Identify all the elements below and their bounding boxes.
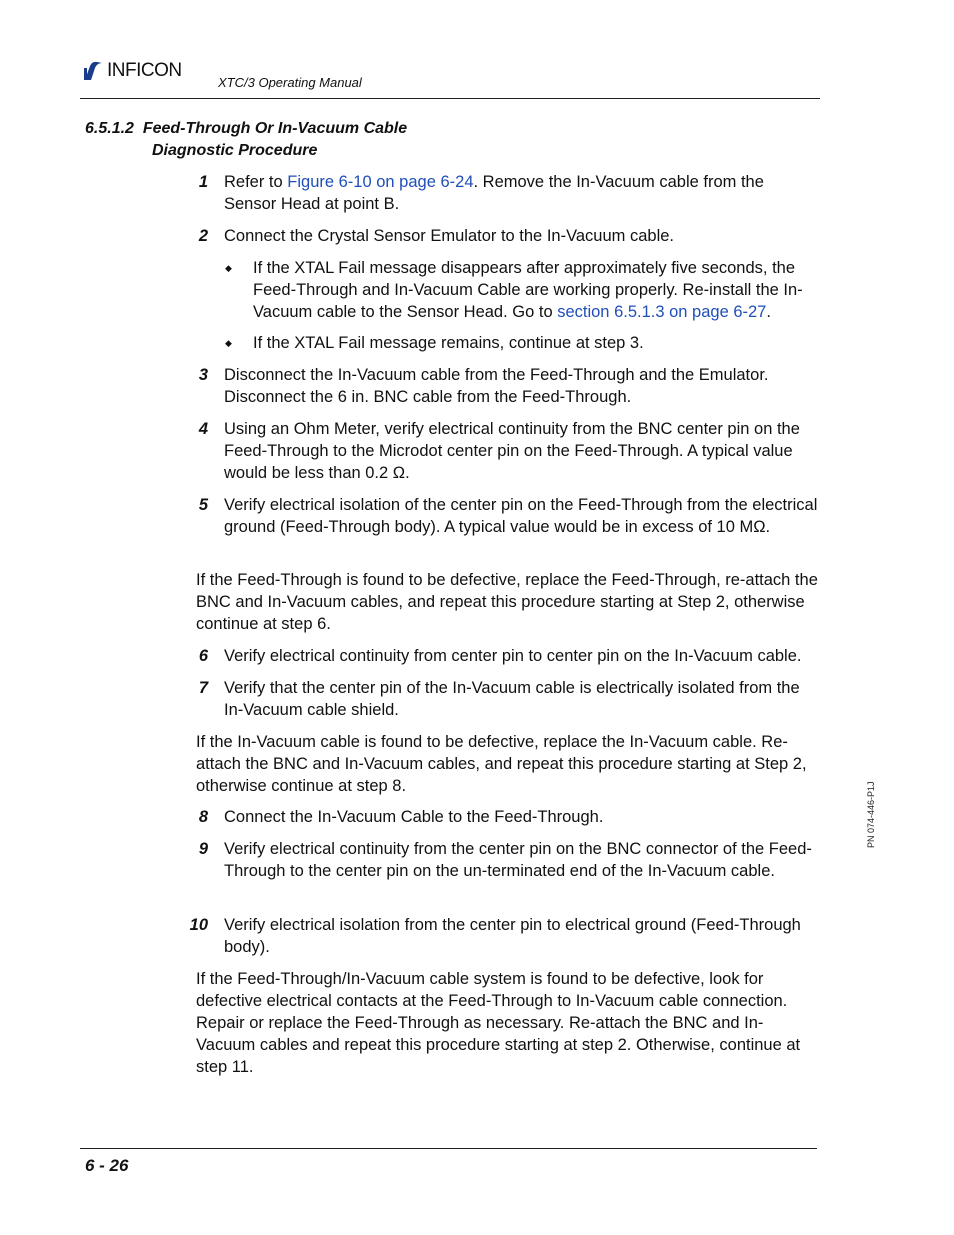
step-text: Connect the Crystal Sensor Emulator to the In-Vacuum cable. [224,227,674,245]
step-number: 7 [198,679,208,697]
step-number: 1 [198,173,208,191]
page-number: 6 - 26 [85,1156,129,1175]
step-number: 9 [198,840,208,858]
section-title-line2: Diagnostic Procedure [152,142,318,159]
step-text: Verify that the center pin of the In-Vacuum cable is electrically isolated from the In-Vacuum cable shield. [224,679,800,719]
manual-title: XTC/3 Operating Manual [218,75,362,90]
bullet-text-post: . [766,303,771,321]
diamond-bullet-icon: ◆ [225,263,232,273]
bullet-text [253,257,819,323]
inficon-logo-mark-icon [82,60,104,82]
step-number: 3 [198,366,208,384]
bullet-text: If the XTAL Fail message remains, continue at step 3. [253,334,644,352]
section-heading [85,118,407,162]
step-number: 10 [189,916,208,934]
part-number-side-note: PN 074-446-P1J [866,781,876,848]
step-number: 6 [198,647,208,665]
step-text-pre: Refer to [224,173,288,191]
step-text: Verify electrical isolation from the center pin to electrical ground (Feed-Through body). [224,916,801,956]
section-number: 6.5.1.2 [85,120,134,137]
paragraph-feedthrough-defective: If the Feed-Through is found to be defective, replace the Feed-Through, re-attach the BNC and In-Vacuum cables, and repeat this procedure starting at Step 2, otherwise continue at step 6. [196,571,818,633]
step-number: 2 [198,227,208,245]
inficon-logo [82,60,182,82]
step-text-post: . Remove the In-Vacuum cable from the Sensor Head at point B. [224,173,764,213]
figure-link[interactable]: Figure 6-10 on page 6-24 [287,173,474,191]
paragraph-system-defective: If the Feed-Through/In-Vacuum cable system is found to be defective, look for defective electrical contacts at the Feed-Through to In-Vacuum cable connection. Repair or replace the Feed-Through as necessary. Re-attach the BNC and In-Vacuum cables and repeat this procedure starting at step 2. Otherwise, continue at step 11. [196,970,801,1076]
step-number: 4 [198,420,208,438]
brand-name: INFICON [107,60,182,81]
section-link[interactable]: section 6.5.1.3 on page 6-27 [557,303,767,321]
step-text: Verify electrical continuity from center pin to center pin on the In-Vacuum cable. [224,647,802,665]
section-title-line1: Feed-Through Or In-Vacuum Cable [142,120,408,137]
diamond-bullet-icon: ◆ [225,338,232,348]
step-text: Using an Ohm Meter, verify electrical continuity from the BNC center pin on the Feed-Through to the Microdot center pin on the Feed-Through. A typical value would be less than 0.2 Ω. [224,420,800,482]
step-number: 8 [198,808,208,826]
step-text: Connect the In-Vacuum Cable to the Feed-Through. [224,808,604,826]
footer-rule [80,1148,817,1149]
header-rule [80,98,820,99]
step-text: Disconnect the In-Vacuum cable from the Feed-Through and the Emulator. Disconnect the 6 in. BNC cable from the Feed-Through. [224,366,769,406]
paragraph-cable-defective: If the In-Vacuum cable is found to be defective, replace the In-Vacuum cable. Re-attach the BNC and In-Vacuum cables, and repeat this procedure starting at Step 2, otherwise continue at step 8. [196,733,807,795]
step-text [224,171,818,215]
step-number: 5 [198,496,208,514]
bullet-text-pre: If the XTAL Fail message disappears after approximately five seconds, the Feed-Through and In-Vacuum Cable are working properly. Re-install the In-Vacuum cable to the Sensor Head. Go to [253,259,803,321]
step-text: Verify electrical continuity from the center pin on the BNC connector of the Feed-Through to the center pin on the un-terminated end of the In-Vacuum cable. [224,840,812,880]
step-text: Verify electrical isolation of the center pin on the Feed-Through from the electrical ground (Feed-Through body). A typical value would be in excess of 10 MΩ. [224,496,818,536]
